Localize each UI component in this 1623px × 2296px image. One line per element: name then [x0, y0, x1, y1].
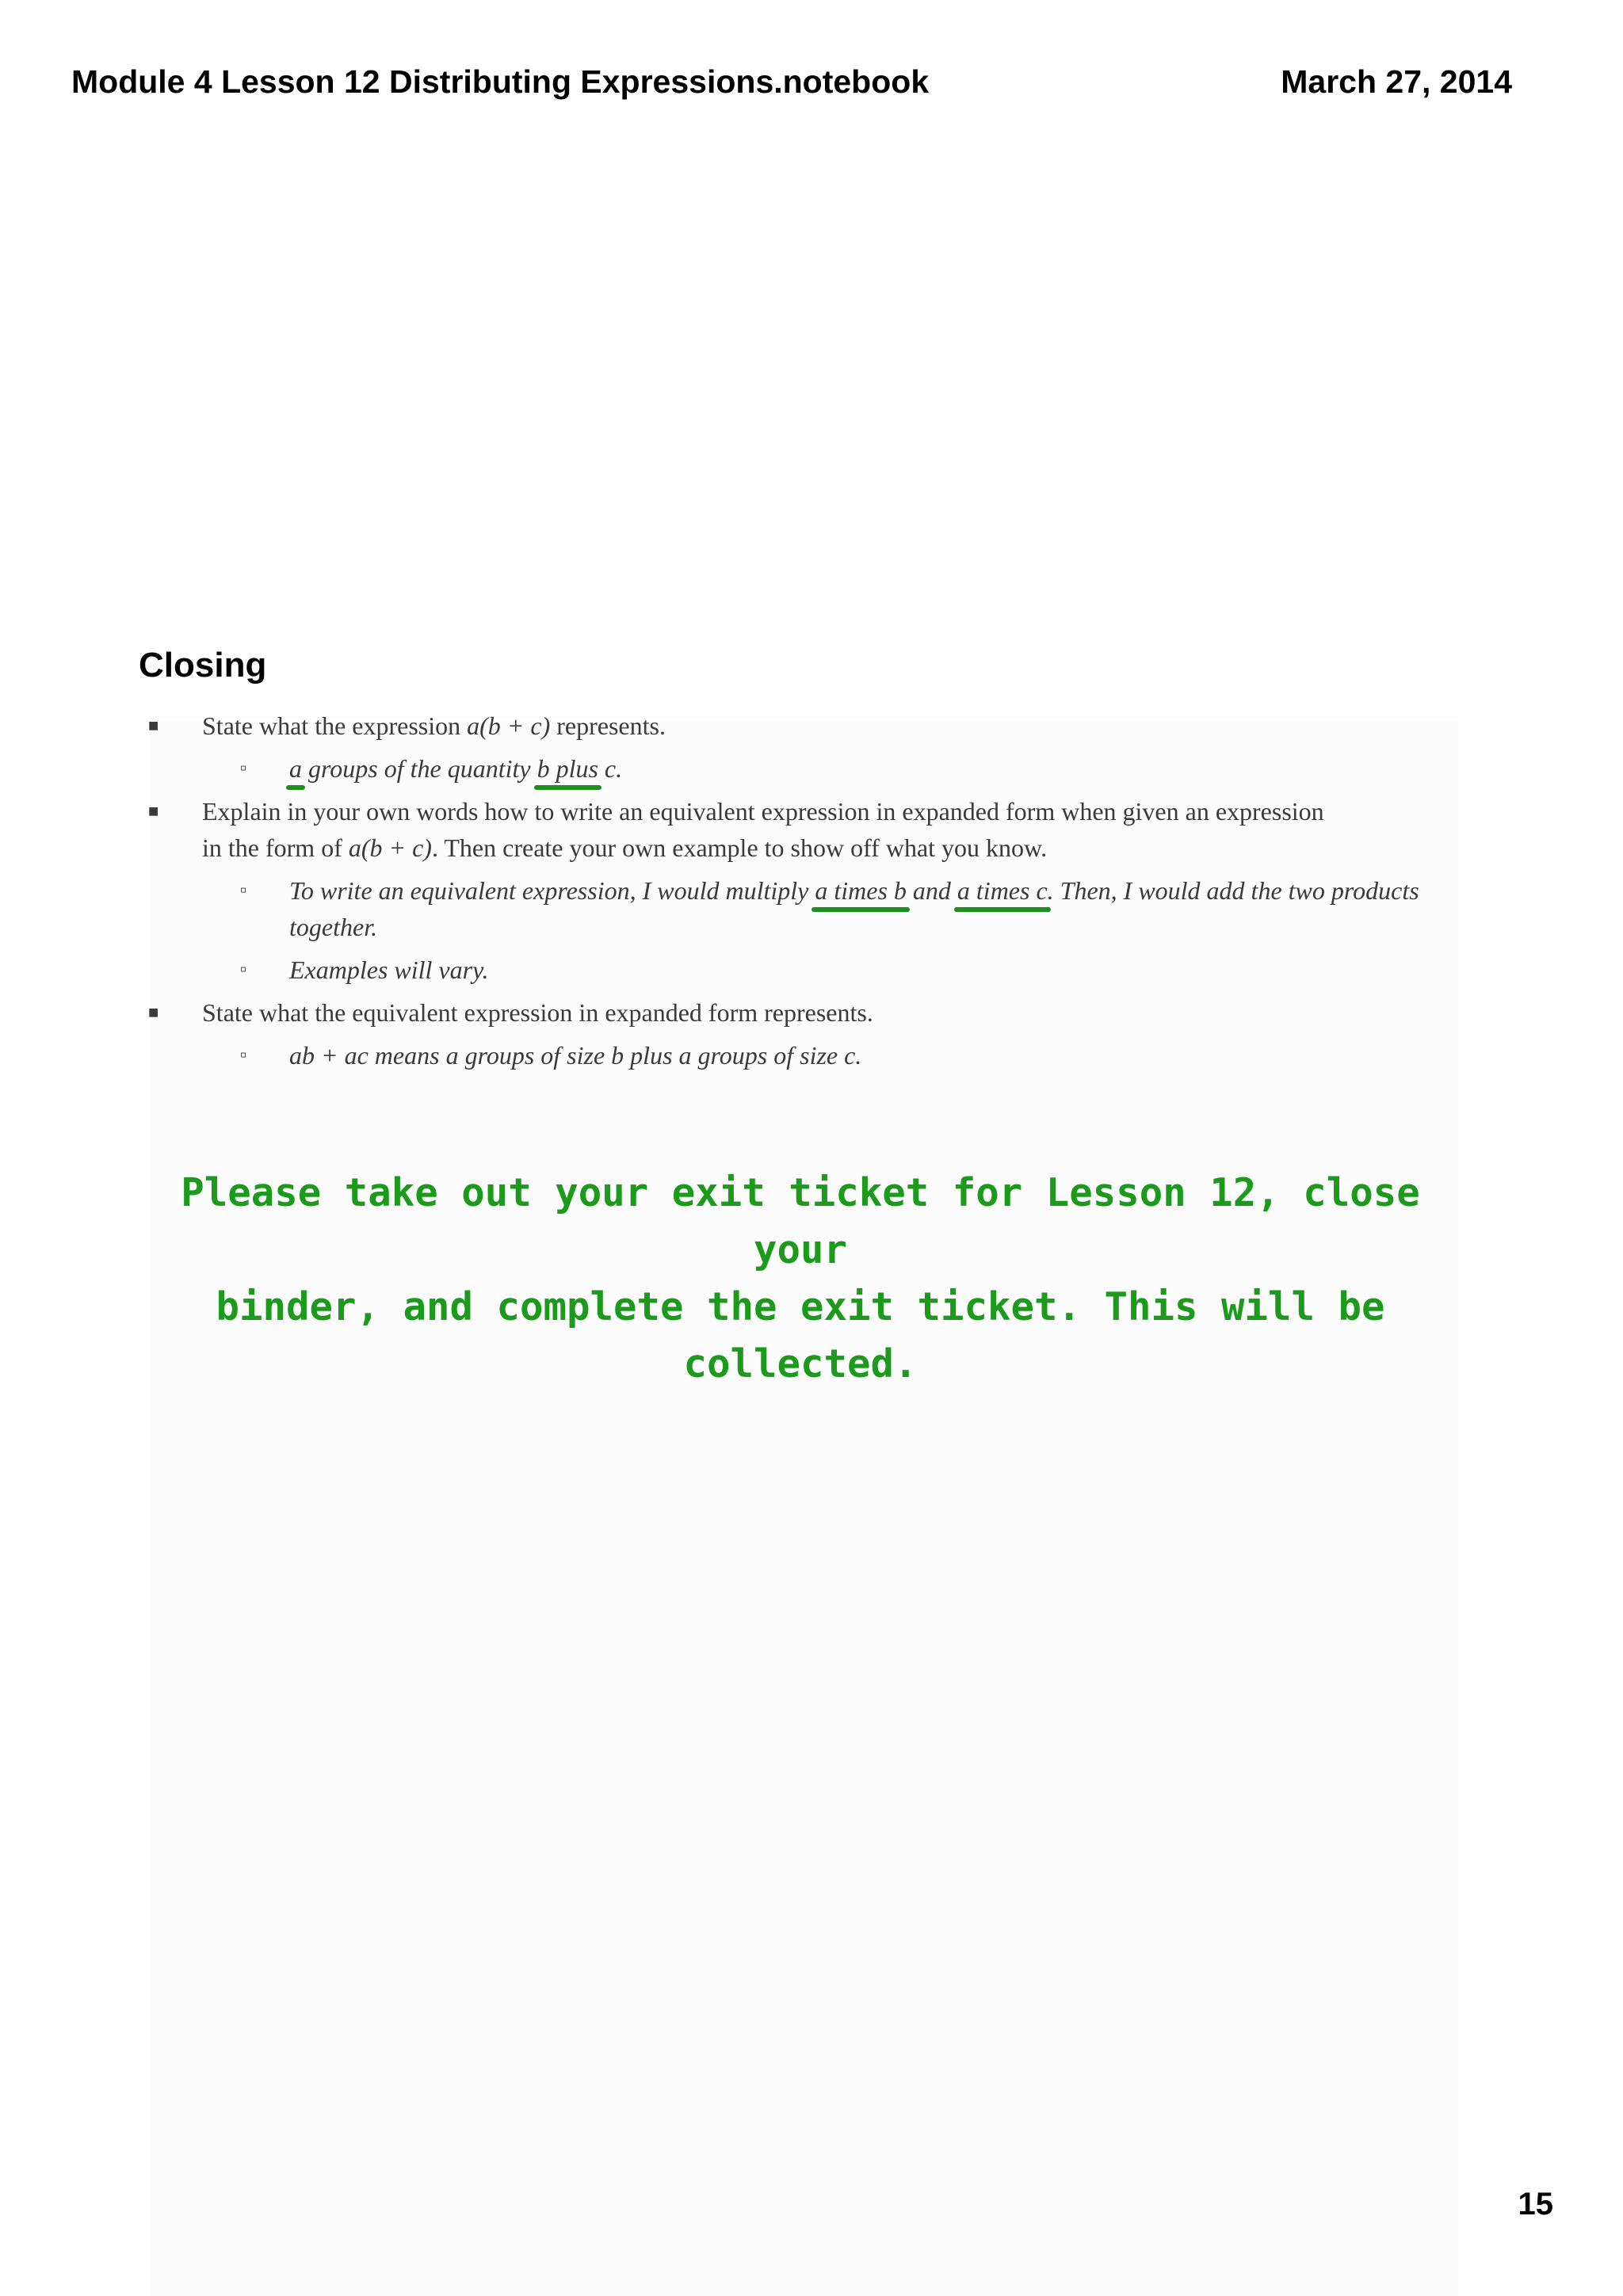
hollow-square-bullet-icon: ▫: [240, 1045, 247, 1066]
closing-item-1: [139, 707, 1486, 744]
answer-text: and: [906, 876, 957, 905]
answer-text: ab + ac means a groups of size b plus a groups of size c.: [289, 1041, 862, 1070]
item-text: Explain in your own words how to write an equivalent expression in expanded form when given an expression: [202, 797, 1324, 826]
math-expression: a(b + c): [348, 833, 432, 862]
document-date: March 27, 2014: [1281, 63, 1512, 100]
item-text: . Then create your own example to show off what you know.: [431, 833, 1048, 862]
closing-heading: Closing: [139, 646, 267, 685]
hollow-square-bullet-icon: ▫: [240, 758, 247, 779]
math-expression: a(b + c): [467, 711, 551, 740]
highlighted-term: a times c: [957, 872, 1048, 909]
square-bullet-icon: ■: [148, 1002, 159, 1022]
answer-text: . Then, I would add the two products together.: [289, 876, 1419, 941]
highlighted-term: b plus: [537, 750, 598, 787]
answer-text: groups of the quantity: [302, 754, 537, 783]
closing-answer-2a: [139, 872, 1486, 945]
item-text: represents.: [550, 711, 666, 740]
closing-answer-3: [139, 1037, 1486, 1074]
highlighted-term: a times b: [815, 872, 907, 909]
square-bullet-icon: ■: [148, 801, 159, 821]
item-text: State what the expression: [202, 711, 468, 740]
closing-answer-1: [139, 750, 1486, 787]
exit-ticket-instruction: [158, 1165, 1442, 1393]
closing-section: [139, 646, 1486, 1074]
instruction-line-1: Please take out your exit ticket for Lesson 12, close your: [181, 1170, 1420, 1272]
closing-item-2: [139, 793, 1486, 866]
hollow-square-bullet-icon: ▫: [240, 959, 247, 980]
item-text: State what the equivalent expression in expanded form represents.: [202, 998, 873, 1027]
document-title: Module 4 Lesson 12 Distributing Expressions.notebook: [71, 63, 930, 100]
square-bullet-icon: ■: [148, 715, 159, 735]
answer-text: Examples will vary.: [289, 955, 489, 984]
item-text: in the form of: [202, 833, 349, 862]
answer-text: To write an equivalent expression, I would multiply: [289, 876, 815, 905]
page-number: 15: [1518, 2187, 1553, 2222]
closing-item-3: [139, 994, 1486, 1031]
answer-text: c.: [598, 754, 623, 783]
closing-answer-2b: [139, 952, 1486, 988]
instruction-line-2: binder, and complete the exit ticket. This will be collected.: [216, 1284, 1385, 1386]
hollow-square-bullet-icon: ▫: [240, 880, 247, 901]
highlighted-term: a: [289, 750, 302, 787]
